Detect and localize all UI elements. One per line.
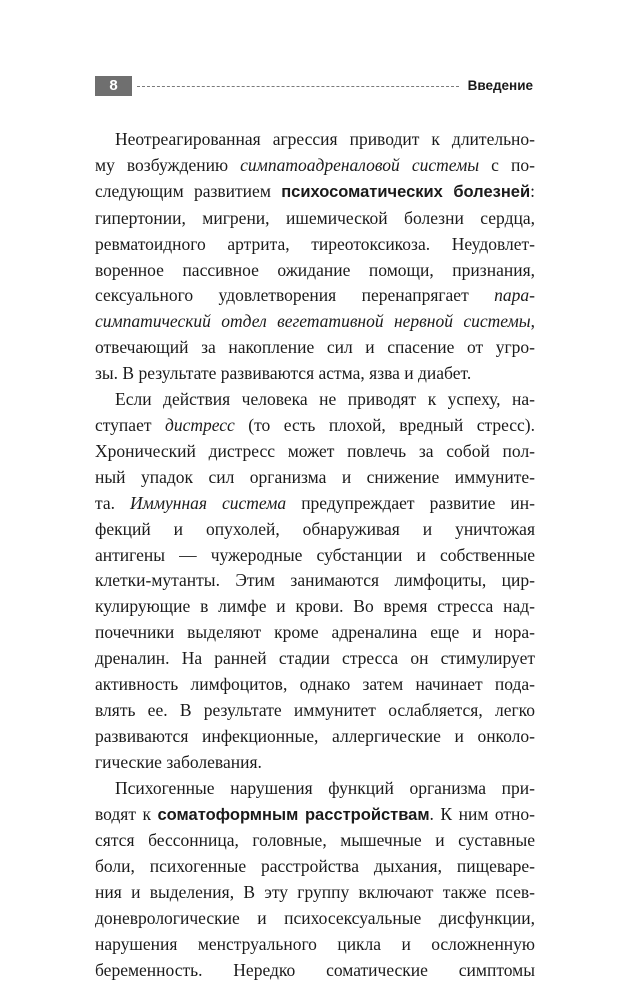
text-line (95, 646, 535, 672)
text-run: , (530, 311, 535, 332)
text-run: (то есть плохой, вредный стресс). (234, 414, 536, 435)
text-line (95, 335, 535, 361)
text-run: Хронический дистресс может повлечь за собой пол- (95, 440, 535, 461)
text-run: ревматоидного артрита, тиреотоксикоза. Неудовлет- (95, 233, 535, 254)
bold-term: соматоформным расстройствам (157, 805, 430, 824)
text-run: кулирующие в лимфе и крови. Во время стресса над- (95, 596, 535, 617)
text-line (95, 672, 535, 698)
text-run: гипертонии, мигрени, ишемической болезни сердца, (95, 207, 535, 228)
text-line (95, 361, 535, 387)
text-line (95, 594, 535, 620)
page-number-badge: 8 (95, 76, 132, 96)
text-line (95, 413, 535, 439)
text-run: Если действия человека не приводят к успеху, на- (115, 389, 535, 410)
section-title: Введение (467, 78, 533, 93)
running-header (95, 76, 535, 98)
text-run: му возбуждению (95, 154, 241, 175)
text-line (95, 906, 535, 932)
text-run: активность лимфоцитов, однако затем начинает пода- (95, 674, 535, 695)
text-run: сятся бессонница, головные, мышечные и суставные (95, 830, 535, 851)
text-run: та. (95, 492, 131, 513)
text-line (95, 620, 535, 646)
text-line (95, 179, 535, 206)
text-run: влять ее. В результате иммунитет ослабляется, легко (95, 699, 535, 720)
text-line (95, 958, 535, 984)
text-line (95, 568, 535, 594)
text-run: нарушения менструального цикла и осложненную (95, 934, 535, 955)
text-line (95, 750, 535, 776)
text-run: ступает (95, 414, 165, 435)
text-run: беременность. Нередко соматические симптомы (95, 960, 535, 980)
text-run: клетки-мутанты. Этим занимаются лимфоциты, цир- (95, 570, 535, 591)
text-line (95, 724, 535, 750)
text-line (95, 387, 535, 413)
italic-term: симпатический отдел вегетативной нервной системы (95, 311, 531, 332)
text-run: почечники выделяют кроме адреналина еще и нора- (95, 622, 535, 643)
text-line (95, 543, 535, 569)
text-line (95, 232, 535, 258)
text-run: предупреждает развитие ин- (286, 492, 535, 513)
text-run: отвечающий за накопление сил и спасение от угро- (95, 337, 535, 358)
text-run: гические заболевания. (95, 751, 262, 772)
text-run: развиваются инфекционные, аллергические и онколо- (95, 725, 535, 746)
text-line (95, 491, 535, 517)
text-run: следующим развитием (95, 180, 282, 201)
text-run: доневрологические и психосексуальные дисфункции, (95, 908, 535, 929)
italic-term: дистресс (164, 414, 235, 435)
text-run: Неотреагированная агрессия приводит к длительно- (115, 129, 535, 149)
text-line (95, 283, 535, 309)
text-run: боли, психогенные расстройства дыхания, пищеваре- (95, 856, 535, 877)
text-line (95, 854, 535, 880)
text-run: с по- (479, 154, 535, 175)
paragraph (95, 387, 535, 776)
italic-term: пара- (494, 285, 535, 306)
text-line (95, 802, 535, 829)
text-line (95, 206, 535, 232)
text-line (95, 258, 535, 284)
text-run: : (530, 180, 535, 201)
text-run: антигены — чужеродные субстанции и собственные (95, 544, 535, 565)
text-run: водят к (95, 803, 158, 824)
text-line (95, 127, 535, 153)
text-line (95, 153, 535, 179)
text-line (95, 932, 535, 958)
text-line (95, 828, 535, 854)
text-run: ный упадок сил организма и снижение иммуните- (95, 466, 535, 487)
body-text (95, 127, 535, 984)
text-line (95, 698, 535, 724)
text-line (95, 439, 535, 465)
text-run: сексуального удовлетворения перенапрягает (95, 285, 495, 306)
text-run: зы. В результате развиваются астма, язва и диабет. (95, 363, 472, 384)
bold-term: психосоматических болезней (281, 182, 531, 201)
text-run: ния и выделения, В эту группу включают также псев- (95, 882, 535, 903)
text-run: Психогенные нарушения функций организма при- (115, 777, 535, 798)
italic-term: Иммунная система (130, 492, 287, 513)
header-dashed-rule (137, 86, 459, 87)
text-run: фекций и опухолей, обнаруживая и уничтожая (95, 518, 535, 539)
paragraph (95, 127, 535, 387)
text-run: дреналин. На ранней стадии стресса он стимулирует (95, 648, 535, 669)
text-line (95, 880, 535, 906)
italic-term: симпатоадреналовой системы (240, 154, 480, 175)
text-line (95, 517, 535, 543)
text-run: . К ним отно- (429, 803, 536, 824)
paragraph (95, 776, 535, 984)
text-run: воренное пассивное ожидание помощи, признания, (95, 259, 535, 280)
text-line (95, 309, 535, 335)
text-line (95, 776, 535, 802)
text-line (95, 465, 535, 491)
